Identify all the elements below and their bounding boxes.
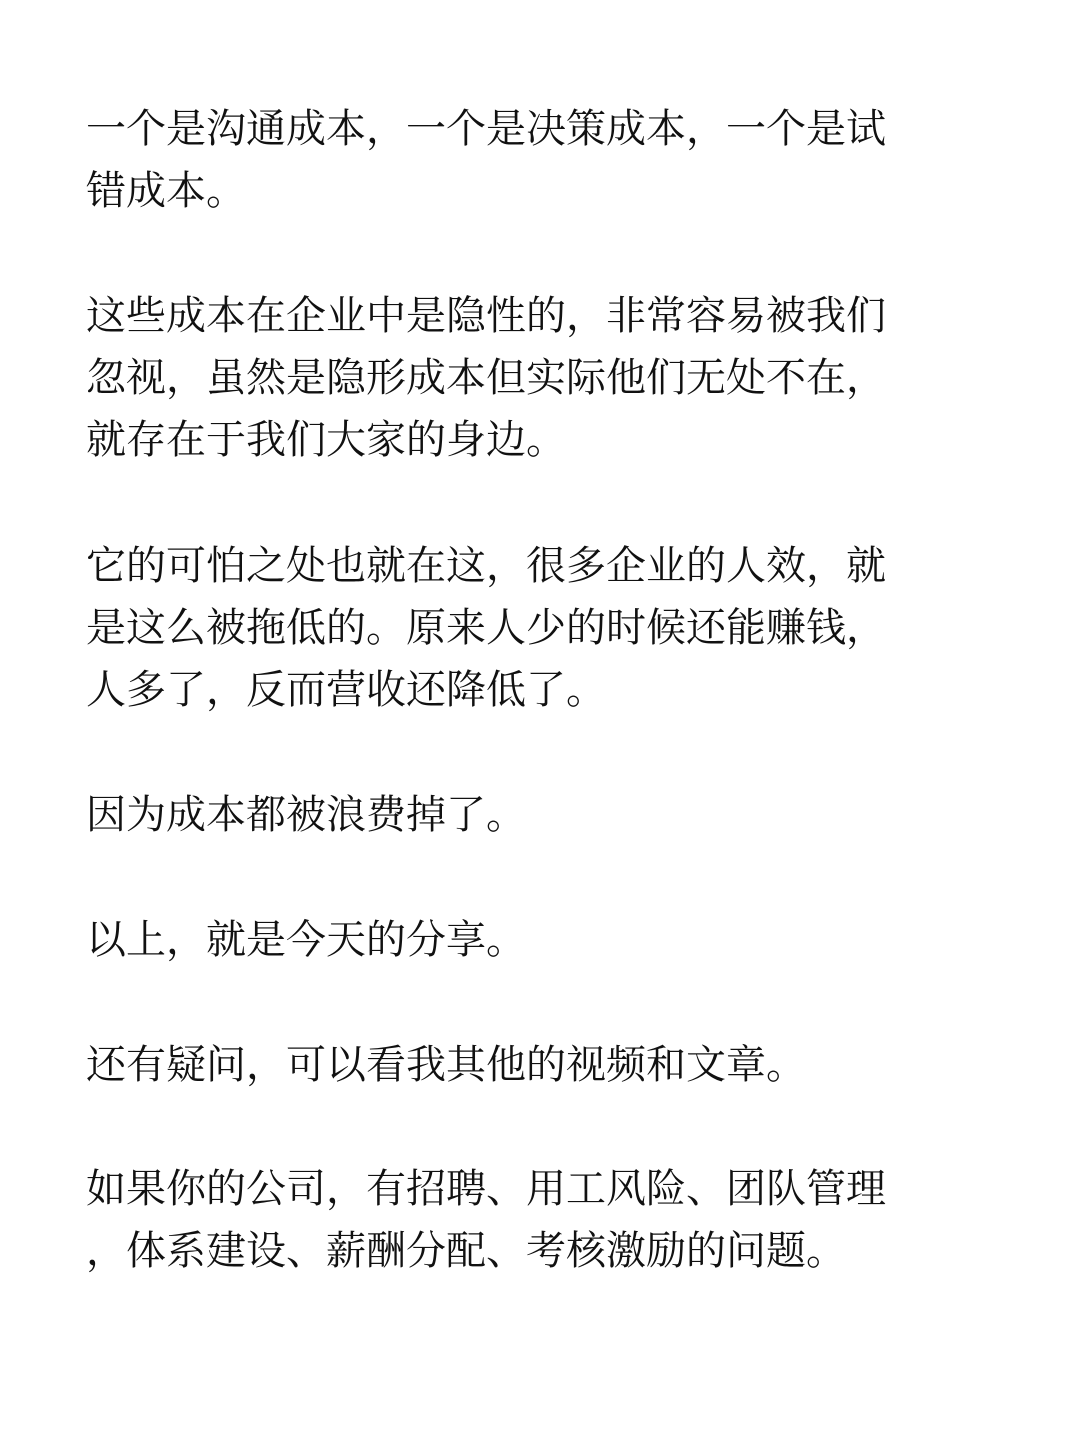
paragraph-line: 就存在于我们大家的身边。 [86, 417, 566, 463]
paragraph-share-closing [86, 909, 1026, 971]
paragraph-questions [86, 1034, 1026, 1096]
paragraph-line: 它的可怕之处也就在这，很多企业的人效，就 [86, 543, 886, 589]
paragraph-line: 因为成本都被浪费掉了。 [86, 792, 526, 838]
paragraph-line: 这些成本在企业中是隐性的，非常容易被我们 [86, 293, 886, 339]
paragraph-line: 是这么被拖低的。原来人少的时候还能赚钱， [86, 605, 886, 651]
paragraph-line: 以上，就是今天的分享。 [86, 917, 526, 963]
paragraph-costs-wasted [86, 784, 1026, 846]
paragraph-line: 如果你的公司，有招聘、用工风险、团队管理 [86, 1166, 886, 1212]
paragraph-cost-types [86, 98, 1026, 222]
paragraph-line: 忽视，虽然是隐形成本但实际他们无处不在， [86, 355, 886, 401]
paragraph-line: 错成本。 [86, 168, 246, 214]
paragraph-hidden-costs [86, 285, 1026, 471]
paragraph-line: 人多了，反而营收还降低了。 [86, 667, 606, 713]
paragraph-company-issues [86, 1158, 1026, 1282]
paragraph-line: ，体系建设、薪酬分配、考核激励的问题。 [86, 1228, 846, 1274]
paragraph-line: 还有疑问，可以看我其他的视频和文章。 [86, 1042, 806, 1088]
paragraph-efficiency-impact [86, 535, 1026, 721]
paragraph-line: 一个是沟通成本，一个是决策成本，一个是试 [86, 106, 886, 152]
